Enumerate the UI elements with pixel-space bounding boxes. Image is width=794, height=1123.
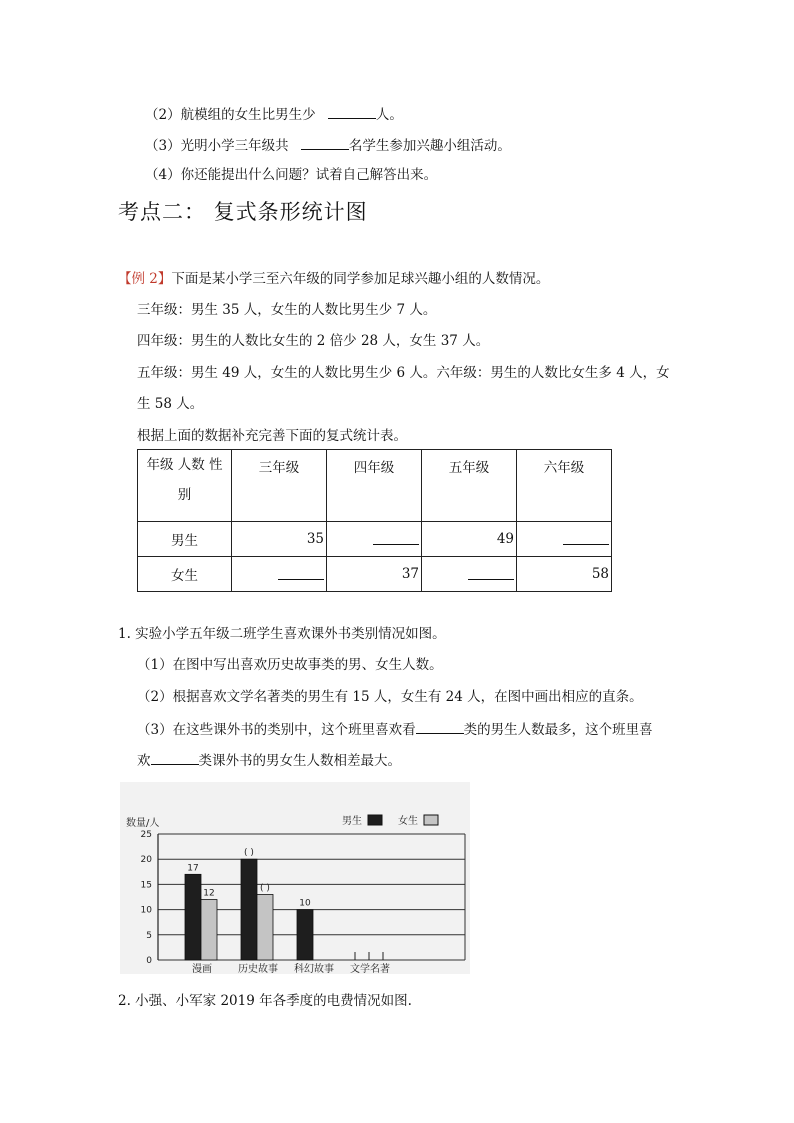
corner-label-line1: 年级 人数 性 [146, 457, 223, 473]
example-line: 生 58 人。 [137, 396, 204, 412]
sub3-text-d: 类课外书的男女生人数相差最大。 [198, 753, 401, 769]
bar [297, 910, 313, 960]
row-label: 女生 [138, 557, 232, 592]
problem1-sub3-cont [137, 750, 401, 770]
x-tick-label: 科幻故事 [294, 964, 334, 974]
example-line: 三年级：男生 35 人，女生的人数比男生少 7 人。 [137, 302, 437, 318]
example-tag: 【例 2】 [118, 271, 172, 287]
corner-label-line2: 别 [177, 487, 192, 503]
column-header: 六年级 [517, 450, 612, 522]
problem2-title: 2. 小强、小军家 2019 年各季度的电费情况如图. [118, 993, 412, 1009]
y-tick-label: 10 [140, 905, 152, 916]
table-cell-blank[interactable] [517, 522, 612, 557]
bar [241, 859, 257, 960]
table-cell-blank[interactable] [232, 557, 327, 592]
x-tick-label: 文学名著 [350, 964, 390, 974]
legend-label: 女生 [398, 816, 418, 827]
problem1-sub1: （1）在图中写出喜欢历史故事类的男、女生人数。 [137, 657, 443, 673]
table-cell: 58 [517, 557, 612, 592]
column-header: 五年级 [422, 450, 517, 522]
legend-swatch [424, 815, 438, 825]
example-intro-text: 下面是某小学三至六年级的同学参加足球兴趣小组的人数情况。 [171, 271, 550, 287]
stats-table [137, 449, 612, 592]
answer-blank[interactable] [373, 530, 419, 545]
table-header-row [138, 450, 612, 522]
data-label: ( ) [260, 883, 270, 894]
sub3-text-b: 类的男生人数最多，这个班里喜 [463, 722, 653, 738]
bar [257, 894, 273, 960]
table-cell: 49 [422, 522, 517, 557]
answer-blank[interactable] [468, 565, 514, 580]
legend-swatch [368, 815, 382, 825]
problem1-sub2: （2）根据喜欢文学名著类的男生有 15 人，女生有 24 人，在图中画出相应的直条。 [137, 689, 643, 705]
question-3-text: （3）光明小学三年级共 [145, 138, 289, 154]
x-tick-label: 历史故事 [238, 964, 278, 974]
question-4 [145, 166, 437, 184]
y-tick-label: 25 [140, 830, 152, 840]
answer-blank[interactable] [278, 565, 324, 580]
section-heading: 考点二： 复式条形统计图 [118, 200, 368, 224]
table-cell-blank[interactable] [327, 522, 422, 557]
data-label: 10 [299, 898, 311, 909]
table-row [138, 557, 612, 592]
data-label: 17 [187, 863, 199, 874]
bar [185, 874, 201, 960]
column-header: 四年级 [327, 450, 422, 522]
sub3-text-a: （3）在这些课外书的类别中，这个班里喜欢看 [137, 722, 416, 738]
row-label: 男生 [138, 522, 232, 557]
answer-blank[interactable] [151, 750, 199, 765]
question-2-text: （2）航模组的女生比男生少 [145, 107, 316, 123]
bar-chart [120, 782, 470, 978]
sub3-text-c: 欢 [137, 753, 151, 769]
answer-blank[interactable] [563, 530, 609, 545]
bar [201, 900, 217, 960]
question-2-suffix: 人。 [375, 107, 403, 123]
legend-label: 男生 [342, 816, 362, 827]
question-2 [145, 104, 403, 124]
answer-blank[interactable] [301, 135, 349, 150]
problem1-sub3 [137, 719, 653, 739]
question-3 [145, 135, 511, 155]
table-corner-header [138, 450, 232, 522]
y-tick-label: 0 [146, 956, 152, 966]
example-line: 根据上面的数据补充完善下面的复式统计表。 [137, 428, 407, 444]
answer-blank[interactable] [416, 719, 464, 734]
problem1-title: 1. 实验小学五年级二班学生喜欢课外书类别情况如图。 [118, 626, 446, 642]
table-cell: 35 [232, 522, 327, 557]
data-label: 12 [203, 888, 215, 899]
bar-chart-svg [120, 782, 470, 974]
example-intro [118, 270, 549, 288]
question-3-suffix: 名学生参加兴趣小组活动。 [348, 138, 511, 154]
y-tick-label: 20 [140, 855, 152, 866]
y-axis-label: 数量/人 [126, 818, 160, 829]
data-label: ( ) [244, 848, 254, 859]
table-cell-blank[interactable] [422, 557, 517, 592]
column-header: 三年级 [232, 450, 327, 522]
y-tick-label: 15 [140, 880, 152, 891]
answer-blank[interactable] [328, 104, 376, 119]
y-tick-label: 5 [146, 930, 152, 941]
table-cell: 37 [327, 557, 422, 592]
x-tick-label: 漫画 [192, 964, 212, 974]
question-4-text: （4）你还能提出什么问题？试着自己解答出来。 [145, 167, 438, 183]
chart-background [120, 782, 470, 974]
example-line: 四年级：男生的人数比女生的 2 倍少 28 人，女生 37 人。 [137, 333, 490, 349]
example-line: 五年级：男生 49 人，女生的人数比男生少 6 人。六年级：男生的人数比女生多 4 人，女 [137, 365, 670, 381]
table-row [138, 522, 612, 557]
